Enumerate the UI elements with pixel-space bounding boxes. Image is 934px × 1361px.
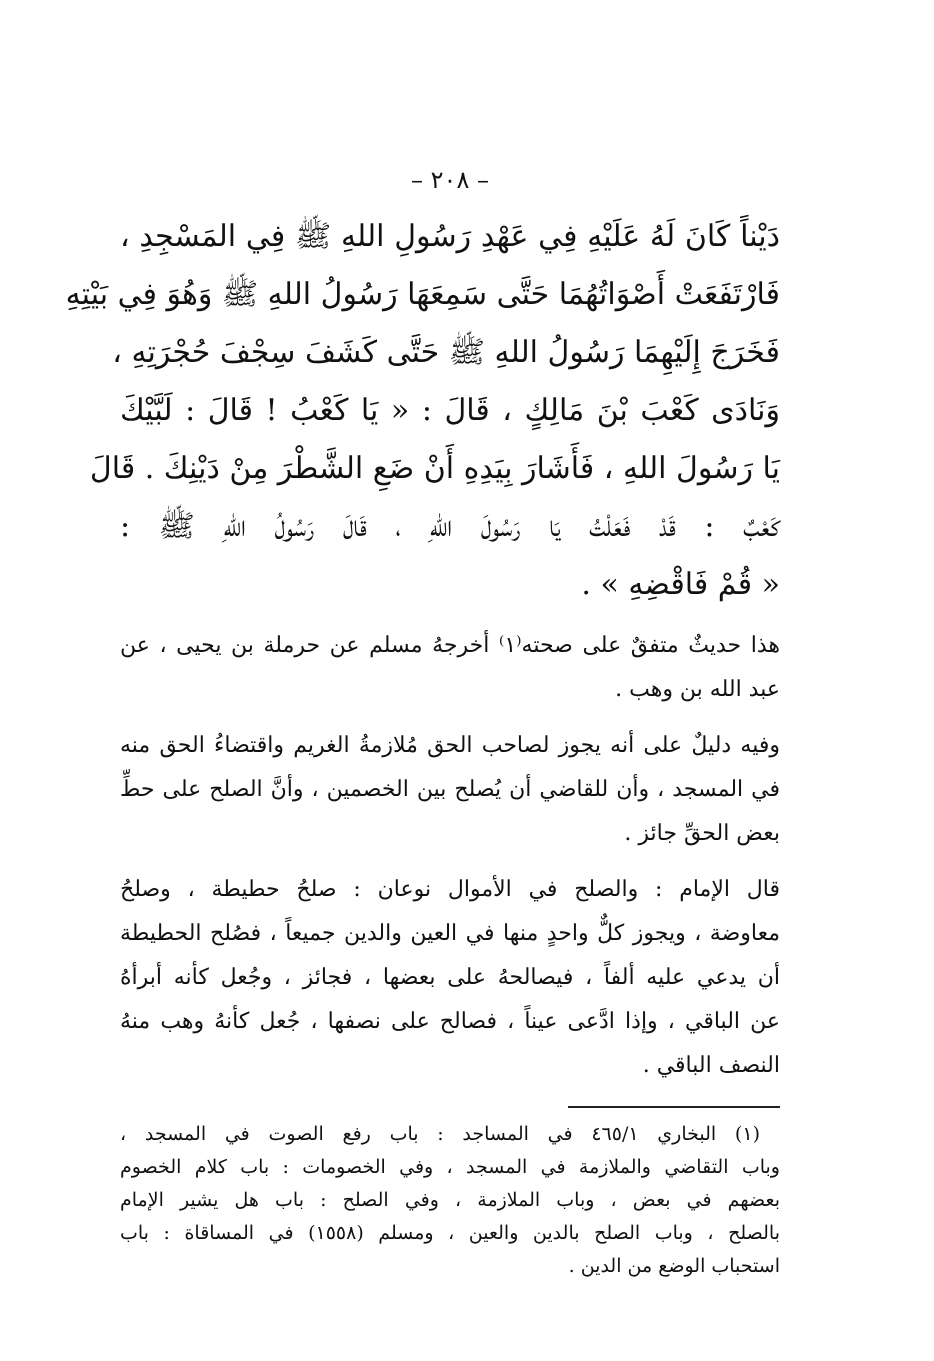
text-line: بعض الحقِّ جائز .	[624, 821, 780, 846]
footnote-line: بالصلح ، وباب الصلح بالدين والعين ، ومسلم (١٥٥٨) في المساقاة : باب	[120, 1222, 780, 1244]
text-line: أن يدعي عليه ألفاً ، فيصالحهُ على بعضها ، فجائز ، وجُعل كأنه أبرأهُ	[120, 965, 780, 990]
footnotes	[120, 1118, 780, 1283]
hadith-line: فَارْتَفَعَتْ أَصْوَاتُهُمَا حَتَّى سَمِعَهَا رَسُولُ اللهِ ﷺ وَهُوَ فِي بَيْتِهِ	[65, 277, 780, 312]
ruling-paragraph	[120, 724, 780, 856]
text-line: عبد الله بن وهب .	[615, 677, 780, 702]
hadith-line: دَيْناً كَانَ لَهُ عَلَيْهِ فِي عَهْدِ رَسُولِ اللهِ ﷺ فِي المَسْجِدِ ،	[120, 219, 780, 254]
hadith-line: كَعْبٌ : قَدْ فَعَلْتُ يَا رَسُولَ اللهِ ، قَالَ رَسُولُ اللهِ ﷺ :	[120, 509, 780, 544]
hadith-line: وَنَادَى كَعْبَ بْنَ مَالِكٍ ، قَالَ : « يَا كَعْبُ ! قَالَ : لَبَّيْكَ	[120, 393, 780, 428]
book-page	[65, 160, 780, 1283]
hadith-line: يَا رَسُولَ اللهِ ، فَأَشَارَ بِيَدِهِ أَنْ ضَعِ الشَّطْرَ مِنْ دَيْنِكَ . قَالَ	[89, 451, 780, 486]
imam-commentary-paragraph	[120, 868, 780, 1088]
footnote-line: وباب التقاضي والملازمة في المسجد ، وفي الخصومات : باب كلام الخصوم	[120, 1156, 780, 1178]
hadith-line: فَخَرَجَ إِلَيْهِمَا رَسُولُ اللهِ ﷺ حَتَّى كَشَفَ سِجْفَ حُجْرَتِهِ ،	[112, 335, 780, 370]
text-line: في المسجد ، وأن للقاضي أن يُصلح بين الخصمين ، وأنَّ الصلح على حطِّ	[120, 777, 780, 802]
text-line: هذا حديثٌ متفقٌ على صحته⁽١⁾ أخرجهُ مسلم عن حرملة بن يحيى ، عن	[120, 633, 780, 658]
page-number: – ٢٠٨ –	[411, 166, 489, 194]
text-line: عن الباقي ، وإذا ادَّعى عيناً ، فصالح على نصفها ، جُعل كأنهُ وهب منهُ	[120, 1009, 780, 1034]
text-line: وفيه دليلٌ على أنه يجوز لصاحب الحق مُلازمةُ الغريم واقتضاءُ الحق منه	[120, 733, 780, 758]
authentication-paragraph	[120, 624, 780, 712]
footnote-line: استحباب الوضع من الدين .	[568, 1255, 780, 1277]
text-line: معاوضة ، ويجوز كلٌّ واحدٍ منها في العين والدين جميعاً ، فصُلح الحطيطة	[120, 921, 780, 946]
hadith-text	[65, 208, 780, 614]
hadith-line: « قُمْ فَاقْضِهِ » .	[581, 567, 780, 602]
text-line: قال الإمام : والصلح في الأموال نوعان : صلحُ حطيطة ، وصلحُ	[120, 877, 780, 902]
footnote-line: (١) البخاري ٤٦٥/١ في المساجد : باب رفع الصوت في المسجد ،	[120, 1123, 760, 1145]
text-line: النصف الباقي .	[642, 1053, 780, 1078]
footnote-line: بعضهم في بعض ، وباب الملازمة ، وفي الصلح : باب هل يشير الإمام	[120, 1189, 780, 1211]
footnote-divider	[568, 1106, 780, 1108]
